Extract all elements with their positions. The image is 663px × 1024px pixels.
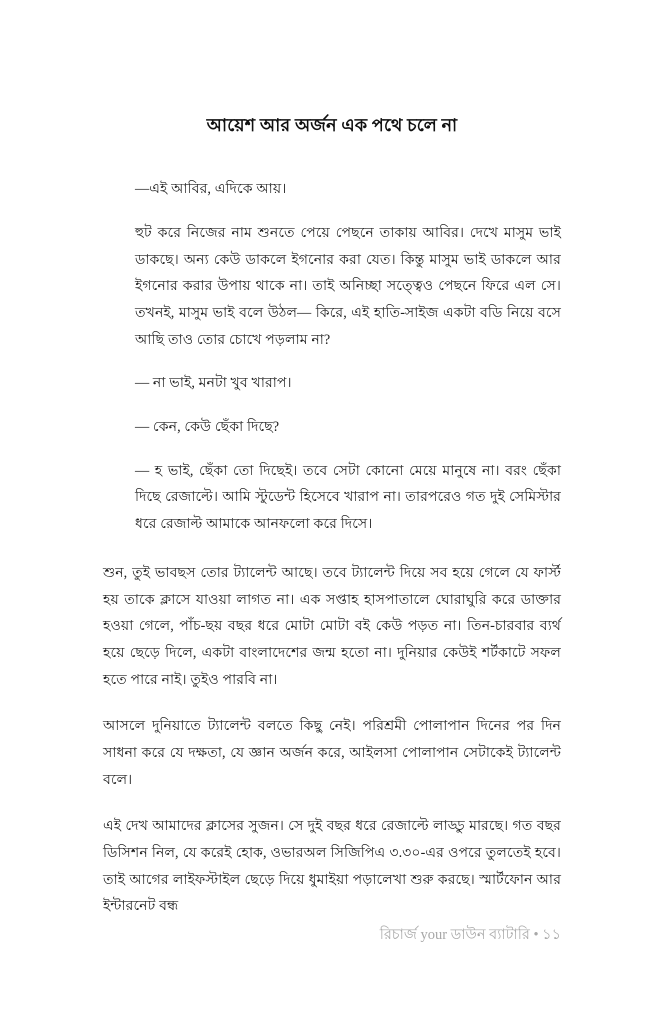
paragraph-narrative-3: আসলে দুনিয়াতে ট্যালেন্ট বলতে কিছু নেই। পরিশ্রমী পোলাপান দিনের পর দিন সাধনা করে যে দক্ষতা, যে জ্ঞান অর্জন করে, আইলসা পোলাপান সেটাকেই ট্যালেন্ট বলে। <box>103 718 561 788</box>
paragraph-narrative-4: এই দেখ আমাদের ক্লাসের সুজন। সে দুই বছর ধরে রেজাল্টে লাড্ডু মারছে। গত বছর ডিসিশন নিল, যে করেই হোক, ওভারঅল সিজিপিএ ৩.৩০-এর ওপরে তুলতেই হবে। তাই আগের লাইফস্টাইল ছেড়ে দিয়ে ধুমাইয়া পড়ালেখা শুরু করছে। স্মার্টফোন আর ইন্টারনেট বন্ধ <box>103 818 561 915</box>
paragraph-dialogue-2: — না ভাই, মনটা খুব খারাপ। <box>135 375 292 392</box>
paragraph-dialogue-3: — কেন, কেউ ছেঁকা দিছে? <box>135 419 280 436</box>
paragraph-dialogue-open: —এই আবির, এদিকে আয়। <box>135 181 287 198</box>
footer-book-title-english: your <box>420 927 448 943</box>
chapter-title: আয়েশ আর অর্জন এক পথে চলে না <box>206 115 458 135</box>
page-footer <box>103 925 561 945</box>
paragraph-narrative-2: শুন, তুই ভাবছস তোর ট্যালেন্ট আছে। তবে ট্যালেন্ট দিয়ে সব হয়ে গেলে যে ফার্স্ট হয় তাকে ক্লাসে যাওয়া লাগত না। এক সপ্তাহ হাসপাতালে ঘোরাঘুরি করে ডাক্তার হওয়া গেলে, পাঁচ-ছয় বছর ধরে মোটা মোটা বই কেউ পড়ত না। তিন-চারবার ব্যর্থ হয়ে ছেড়ে দিলে, একটা বাংলাদেশের জন্ম হতো না। দুনিয়ার কেউই শর্টকাটে সফল হতে পারে নাই। তুইও পারবি না। <box>103 564 561 688</box>
paragraph-narrative-1: হুট করে নিজের নাম শুনতে পেয়ে পেছনে তাকায় আবির। দেখে মাসুম ভাই ডাকছে। অন্য কেউ ডাকলে ইগনোর করা যেত। কিন্তু মাসুম ভাই ডাকলে আর ইগনোর করার উপায় থাকে না। তাই অনিচ্ছা সত্ত্বেও পেছনে ফিরে এল সে। তখনই, মাসুম ভাই বলে উঠল— কিরে, এই হাতি-সাইজ একটা বডি নিয়ে বসে আছি তাও তোর চোখে পড়লাম না? <box>135 224 561 348</box>
footer-book-title-part1: রিচার্জ <box>379 927 421 943</box>
footer-separator-bullet: • <box>529 927 543 943</box>
paragraph-dialogue-4: — হ ভাই, ছেঁকা তো দিছেই। তবে সেটা কোনো মেয়ে মানুষে না। বরং ছেঁকা দিছে রেজাল্টে। আমি স্টুডেন্ট হিসেবে খারাপ না। তারপরেও গত দুই সেমিস্টার ধরে রেজাল্ট আমাকে আনফলো করে দিসে। <box>135 462 561 533</box>
page-content <box>103 112 561 940</box>
footer-page-number: ১১ <box>542 927 561 943</box>
footer-book-title-part2: ডাউন ব্যাটারি <box>447 927 530 943</box>
